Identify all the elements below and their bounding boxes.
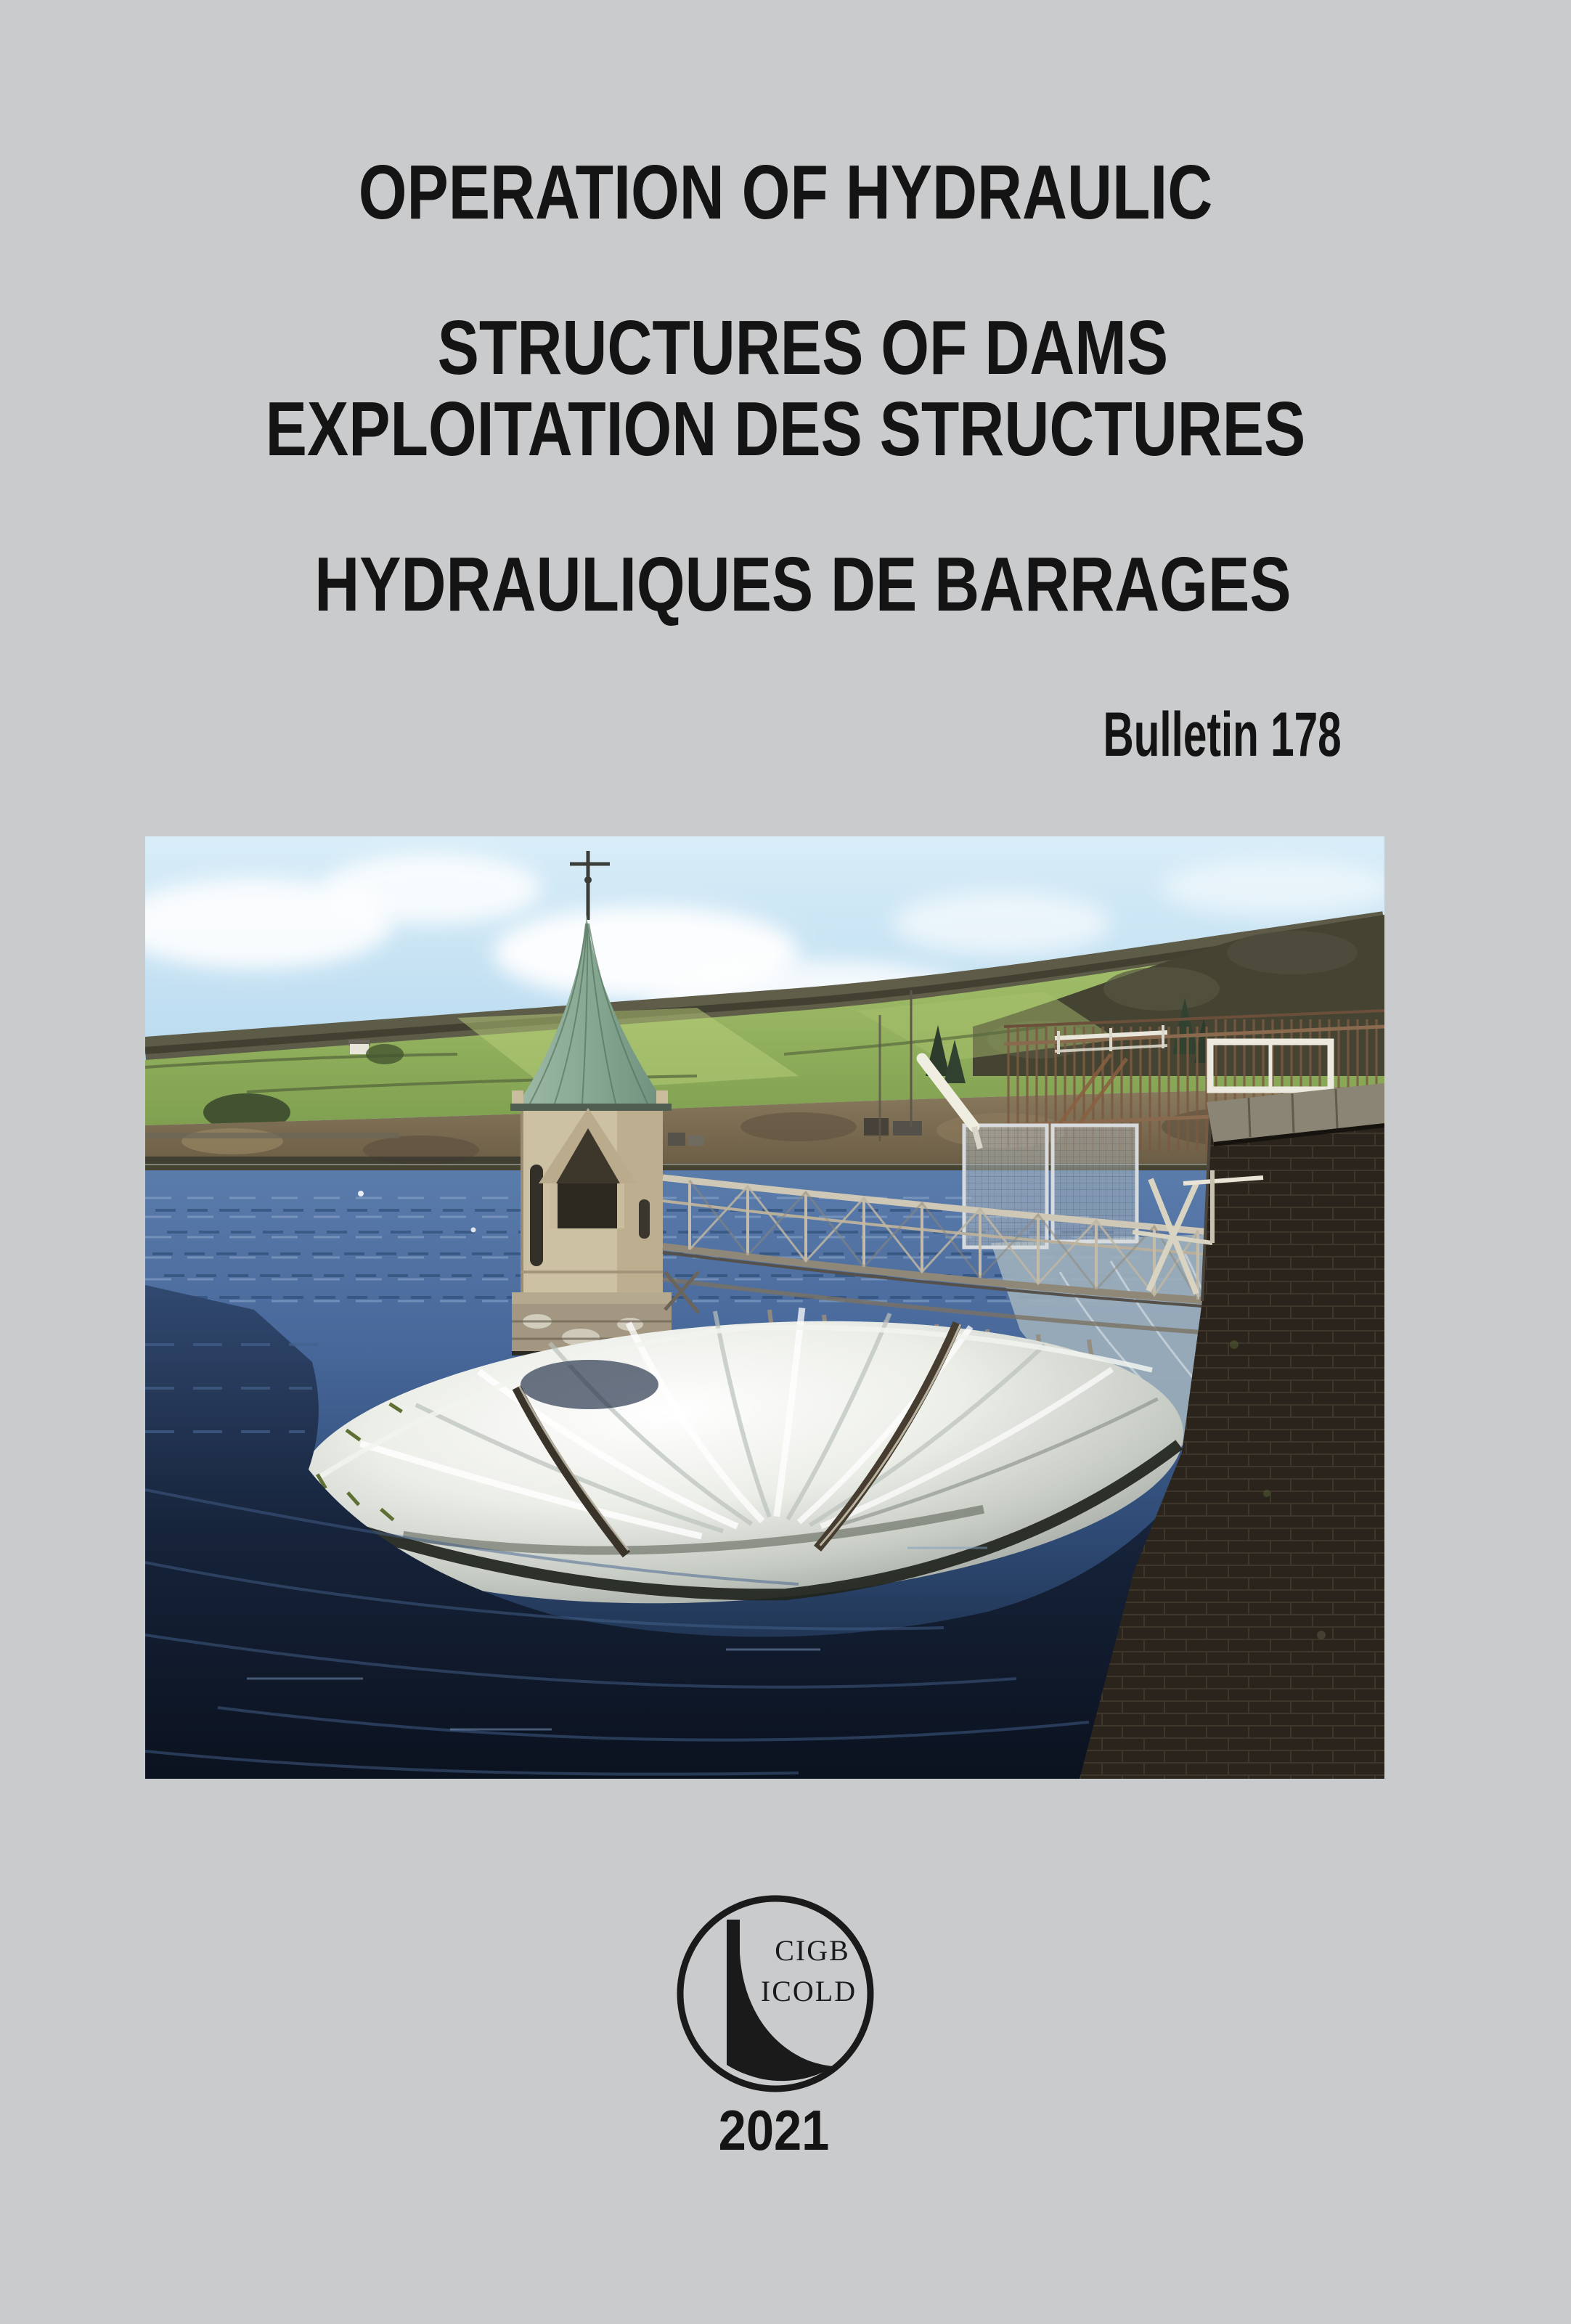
title-french xyxy=(150,386,1422,627)
icold-logo xyxy=(674,1892,877,2095)
logo-text-icold: ICOLD xyxy=(760,1975,857,2007)
title-english-line2: STRUCTURES OF DAMS xyxy=(437,305,1169,391)
cover-photo-illustration xyxy=(145,836,1384,1779)
logo-text-cigb: CIGB xyxy=(775,1934,850,1967)
title-french-line1: EXPLOITATION DES STRUCTURES xyxy=(265,386,1306,472)
title-english xyxy=(150,150,1422,391)
year: 2021 xyxy=(718,2098,830,2162)
title-english-line1: OPERATION OF HYDRAULIC xyxy=(358,150,1213,235)
bulletin-number: Bulletin 178 xyxy=(1103,700,1342,770)
icold-dam-logo xyxy=(674,1892,877,2095)
cover-photo xyxy=(145,836,1384,1779)
title-french-line2: HYDRAULIQUES DE BARRAGES xyxy=(314,542,1292,627)
